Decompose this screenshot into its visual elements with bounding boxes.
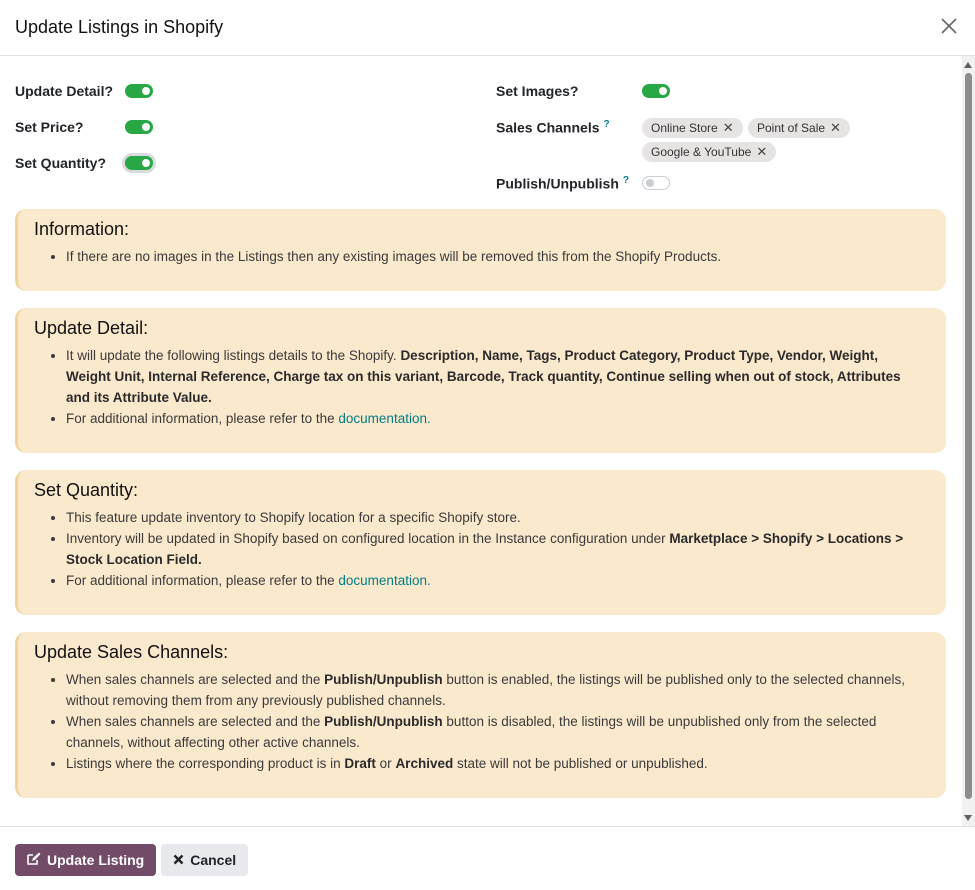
list-item: • It will update the following listings details to the Shopify. Description, Name, Tags, Product Category, Product Type, Vendor, Weight, Weight Unit, Internal Reference, Charge tax on this variant, Barcode, Track quantity, Continue selling when out of stock, Attributes and its Attribute Value. xyxy=(66,345,928,408)
set-price-toggle[interactable] xyxy=(125,120,153,134)
set-quantity-label: Set Quantity? xyxy=(15,155,107,171)
list-item: • Inventory will be updated in Shopify based on configured location in the Instance configuration under Marketplace > Shopify > Locations > Stock Location Field. xyxy=(66,528,928,570)
set-images-toggle[interactable] xyxy=(642,84,670,98)
edit-icon xyxy=(27,852,41,868)
help-tooltip-icon[interactable]: ? xyxy=(622,175,629,186)
set-quantity-list xyxy=(34,507,928,591)
information-title: Information: xyxy=(34,219,130,239)
dialog-footer xyxy=(0,826,975,890)
scroll-down-icon[interactable] xyxy=(964,815,972,821)
scroll-up-icon[interactable] xyxy=(964,62,972,68)
help-tooltip-icon[interactable]: ? xyxy=(603,119,610,130)
sales-channels-title: Update Sales Channels: xyxy=(34,642,229,662)
update-listing-button[interactable] xyxy=(15,844,156,876)
cancel-button[interactable] xyxy=(161,844,248,876)
tag-label: Point of Sale xyxy=(757,121,826,135)
tag-google-youtube xyxy=(642,142,776,162)
update-detail-box xyxy=(15,308,946,453)
dialog-title: Update Listings in Shopify xyxy=(15,17,224,37)
information-box xyxy=(15,209,946,291)
set-quantity-title: Set Quantity: xyxy=(34,480,139,500)
documentation-link[interactable]: documentation. xyxy=(338,573,431,588)
list-item: • Listings where the corresponding product is in Draft or Archived state will not be published or unpublished. xyxy=(66,753,928,774)
list-item: • If there are no images in the Listings then any existing images will be removed this from the Shopify Products. xyxy=(66,246,928,267)
sales-channels-label: Sales Channels ? xyxy=(496,119,610,136)
cancel-label: Cancel xyxy=(190,852,237,868)
set-images-label: Set Images? xyxy=(496,83,579,99)
list-item: • When sales channels are selected and the Publish/Unpublish button is enabled, the listings will be published only to the selected channels, without removing them from any previously published channels. xyxy=(66,669,928,711)
set-quantity-box xyxy=(15,470,946,615)
close-icon xyxy=(941,18,957,37)
tag-label: Online Store xyxy=(651,121,718,135)
form-fields xyxy=(15,56,946,206)
list-item: • When sales channels are selected and the Publish/Unpublish button is disabled, the listings will be unpublished only from the selected channels, without affecting other active channels. xyxy=(66,711,928,753)
tag-label: Google & YouTube xyxy=(651,145,752,159)
tag-online-store xyxy=(642,118,743,138)
list-item: • For additional information, please refer to the documentation. xyxy=(66,570,928,591)
publish-unpublish-toggle[interactable] xyxy=(642,176,670,190)
set-quantity-toggle[interactable] xyxy=(125,156,153,170)
list-item: • This feature update inventory to Shopify location for a specific Shopify store. xyxy=(66,507,928,528)
close-button[interactable] xyxy=(937,16,961,40)
list-item: • For additional information, please refer to the documentation. xyxy=(66,408,928,429)
update-detail-title: Update Detail: xyxy=(34,318,149,338)
tag-point-of-sale xyxy=(748,118,850,138)
remove-tag-icon[interactable]: ✕ xyxy=(722,120,734,135)
set-price-label: Set Price? xyxy=(15,119,84,135)
vertical-scrollbar[interactable] xyxy=(962,56,975,826)
publish-unpublish-label: Publish/Unpublish ? xyxy=(496,175,629,192)
information-list xyxy=(34,246,928,267)
update-detail-list xyxy=(34,345,928,429)
sales-channels-box xyxy=(15,632,946,798)
remove-tag-icon[interactable]: ✕ xyxy=(756,144,768,159)
scroll-thumb[interactable] xyxy=(965,73,972,799)
close-icon xyxy=(173,853,184,868)
sales-channels-list xyxy=(34,669,928,774)
documentation-link[interactable]: documentation. xyxy=(338,411,431,426)
remove-tag-icon[interactable]: ✕ xyxy=(830,120,841,135)
dialog-header xyxy=(0,0,975,56)
update-detail-toggle[interactable] xyxy=(125,84,153,98)
update-detail-label: Update Detail? xyxy=(15,83,114,99)
update-listing-label: Update Listing xyxy=(47,852,145,868)
